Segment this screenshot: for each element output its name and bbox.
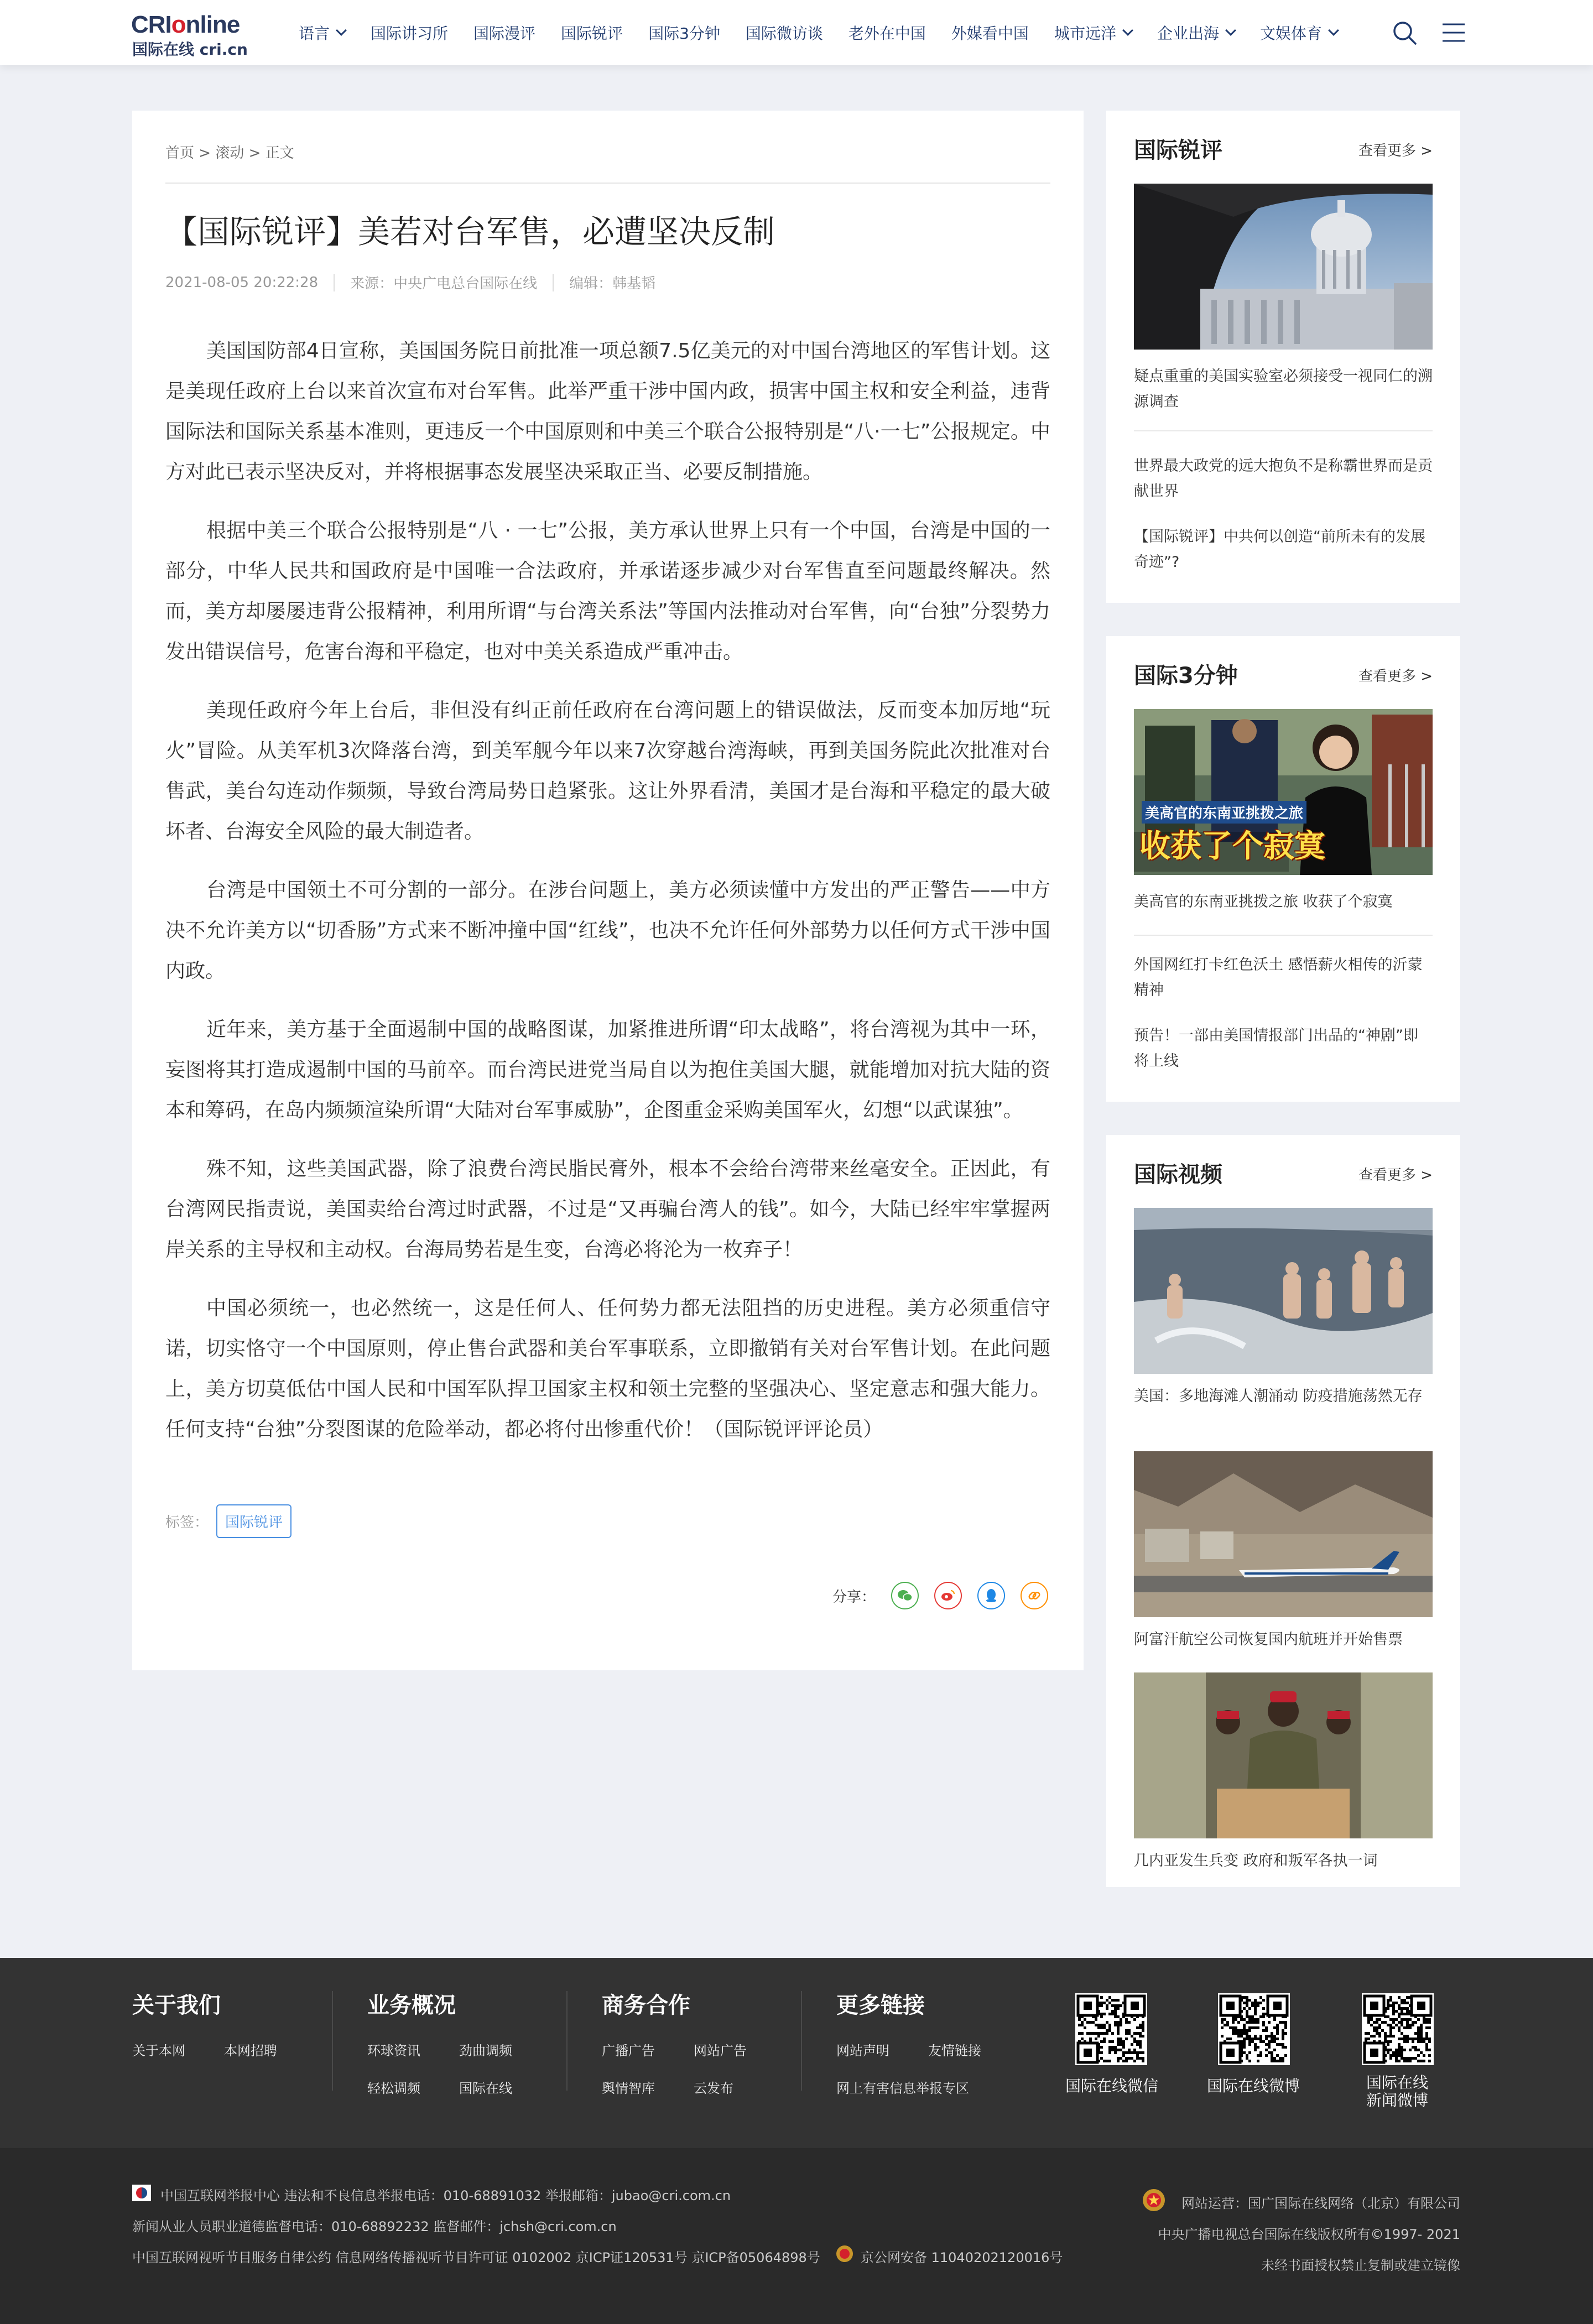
weibo-icon[interactable] <box>934 1582 962 1609</box>
breadcrumb-scroll[interactable]: 滚动 <box>215 145 244 161</box>
report-info: 中国互联网举报中心 违法和不良信息举报电话：010-68891032 举报邮箱：jubao@cri.com.cn <box>160 2188 731 2203</box>
footer-link[interactable]: 劲曲调频 <box>459 2043 512 2059</box>
footer-link[interactable]: 舆情智库 <box>602 2081 655 2096</box>
qq-icon[interactable] <box>977 1582 1005 1609</box>
article-card <box>132 111 1084 1670</box>
sidebar-link[interactable]: 【国际锐评】中共何以创造“前所未有的发展奇迹”? <box>1134 528 1425 571</box>
view-more-link[interactable]: 查看更多 > <box>1358 1167 1433 1184</box>
tag-guoji-ruiping[interactable]: 国际锐评 <box>216 1504 291 1538</box>
footer-link[interactable]: 网站广告 <box>694 2043 747 2059</box>
nav-item[interactable] <box>371 22 448 44</box>
breadcrumb-separator: > <box>248 145 261 161</box>
nav-item-label: 国际锐评 <box>561 24 623 43</box>
footer-link[interactable]: 友情链接 <box>928 2043 981 2059</box>
nav-item-label: 国际微访谈 <box>745 24 823 43</box>
operator-emblem-icon <box>1142 2188 1166 2212</box>
report-center-icon[interactable] <box>132 2185 151 2201</box>
nav-item-label: 国际漫评 <box>473 24 536 43</box>
article-meta <box>165 272 655 293</box>
thumbnail-caption-small: 美高官的东南亚挑拨之旅 <box>1142 801 1306 824</box>
operator-info: 网站运营：国广国际在线网络（北京）有限公司 <box>1181 2196 1460 2211</box>
sidebar-video <box>1106 1135 1460 1887</box>
qr-label-line: 国际在线 <box>1366 2073 1428 2092</box>
tags-label: 标签： <box>165 1514 209 1531</box>
footer-link[interactable]: 网上有害信息举报专区 <box>836 2081 969 2096</box>
main-nav <box>299 0 1363 65</box>
qr-label <box>1347 2074 1447 2109</box>
sidebar-header <box>1134 133 1433 163</box>
footer-divider <box>566 1991 568 2091</box>
sidebar-divider <box>1134 430 1433 431</box>
footer-col-more <box>836 1988 981 2096</box>
breadcrumb-separator: > <box>199 145 211 161</box>
article-paragraph: 殊不知，这些美国武器，除了浪费台湾民脂民膏外，根本不会给台湾带来丝毫安全。正因此，有台湾网民指责说，美国卖给台湾过时武器，不过是“又再骗台湾人的钱”。如今，大陆已经牢牢掌握两岸关系的主导权和主动权。台海局势若是生变，台湾必将沦为一枚弃子！ <box>165 1158 1050 1261</box>
mirror-notice: 未经书面授权禁止复制或建立镜像 <box>1261 2258 1460 2273</box>
sidebar-divider <box>1134 935 1433 936</box>
sidebar-ruiping <box>1106 111 1460 603</box>
sidebar-header <box>1134 658 1433 688</box>
chevron-down-icon <box>1328 25 1339 36</box>
sidebar-link[interactable]: 几内亚发生兵变 政府和叛军各执一词 <box>1134 1852 1378 1869</box>
article-paragraph: 近年来，美方基于全面遏制中国的战略图谋，加紧推进所谓“印太战略”，将台湾视为其中一环，妄图将其打造成遏制中国的马前卒。而台湾民进党当局自以为抱住美国大腿，就能增加对抗大陆的资本和筹码，在岛内频频渲染所谓“大陆对台军事威胁”，企图重金采购美国军火，幻想“以武谋独”。 <box>165 1018 1050 1122</box>
qr-code-wechat <box>1075 1993 1147 2065</box>
footer-link[interactable]: 广播广告 <box>602 2043 655 2059</box>
sidebar-link[interactable]: 美高官的东南亚挑拨之旅 收获了个寂寞 <box>1134 893 1393 910</box>
sidebar-title: 国际锐评 <box>1134 138 1222 163</box>
sidebar-3min <box>1106 636 1460 1102</box>
nav-item[interactable] <box>1157 22 1235 44</box>
meta-divider <box>553 274 554 291</box>
license-info: 中国互联网视听节目服务自律公约 信息网络传播视听节目许可证 0102002 京ICP证120531号 京ICP备05064898号 <box>132 2250 820 2265</box>
qr-label: 国际在线微信 <box>1065 2077 1158 2095</box>
nav-item-label: 国际讲习所 <box>371 24 449 43</box>
publish-date: 2021-08-05 20:22:28 <box>165 274 319 291</box>
footer-col-business <box>367 1988 512 2096</box>
police-badge-icon <box>835 2244 854 2263</box>
qr-code-weibo <box>1218 1993 1290 2065</box>
article-body <box>165 331 1050 1468</box>
sidebar-thumbnail-capitol[interactable] <box>1134 184 1433 350</box>
footer-links <box>0 1958 1593 2148</box>
logo-wordmark: CRIonline <box>131 11 240 38</box>
breadcrumb-home[interactable]: 首页 <box>165 145 195 161</box>
qr-label: 国际在线微博 <box>1206 2077 1300 2095</box>
footer-link[interactable]: 轻松调频 <box>367 2081 420 2096</box>
article-paragraph: 台湾是中国领土不可分割的一部分。在涉台问题上，美方必须读懂中方发出的严正警告——中方决不允许美方以“切香肠”方式来不断冲撞中国“红线”，也决不允许任何外部势力以任何方式干涉中国内政。 <box>165 879 1050 982</box>
link-icon[interactable] <box>1021 1582 1048 1609</box>
article-paragraph: 中国必须统一，也必然统一，这是任何人、任何势力都无法阻挡的历史进程。美方必须重信守诺，切实恪守一个中国原则，停止售台武器和美台军事联系，立即撤销有关对台军售计划。在此问题上，美方切莫低估中国人民和中国军队捍卫国家主权和领土完整的坚强决心、坚定意志和强大能力。任何支持“台独”分裂图谋的危险举动，都必将付出惨重代价！（国际锐评评论员） <box>165 1297 1050 1441</box>
nav-item-label: 老外在中国 <box>848 24 926 43</box>
share-label: 分享： <box>832 1588 876 1606</box>
nav-item-label: 外媒看中国 <box>951 24 1029 43</box>
logo-subtitle: 国际在线 cri.cn <box>132 40 248 59</box>
menu-icon[interactable] <box>1441 20 1466 45</box>
video-thumbnail-guinea[interactable] <box>1134 1672 1433 1838</box>
article-paragraph: 美现任政府今年上台后，非但没有纠正前任政府在台湾问题上的错误做法，反而变本加厉地“玩火”冒险。从美军机3次降落台湾，到美军舰今年以来7次穿越台湾海峡，再到美国务院此次批准对台售武，美台勾连动作频频，导致台湾局势日趋紧张。这让外界看清，美国才是台海和平稳定的最大破坏者、台海安全风险的最大制造者。 <box>165 699 1050 843</box>
meta-divider <box>334 274 335 291</box>
copyright-info: 中央广播电视总台国际在线版权所有©1997- 2021 <box>1158 2227 1460 2242</box>
footer-link[interactable]: 关于本网 <box>132 2043 185 2059</box>
nav-item[interactable] <box>746 22 823 44</box>
sidebar-thumbnail-3min[interactable] <box>1134 709 1433 875</box>
footer-heading: 商务合作 <box>602 1993 690 2018</box>
view-more-link[interactable]: 查看更多 > <box>1358 668 1433 685</box>
article-source: 来源：中央广电总台国际在线 <box>350 275 538 292</box>
article-paragraph: 根据中美三个联合公报特别是“八 · 一七”公报，美方承认世界上只有一个中国，台湾是中国的一部分，中华人民共和国政府是中国唯一合法政府，并承诺逐步减少对台军售直至问题最终解决。然而，美方却屡屡违背公报精神，利用所谓“与台湾关系法”等国内法推动对台军售，向“台独”分裂势力发出错误信号，危害台海和平稳定，也对中美关系造成严重冲击。 <box>165 519 1050 663</box>
nav-item[interactable] <box>1260 22 1337 44</box>
sidebar-link[interactable]: 疑点重重的美国实验室必须接受一视同仁的溯源调查 <box>1134 368 1433 410</box>
footer-legal <box>0 2148 1593 2324</box>
footer-divider <box>332 1991 333 2091</box>
footer-link[interactable]: 环球资讯 <box>367 2043 420 2059</box>
footer-link[interactable]: 云发布 <box>694 2081 733 2096</box>
article-tags <box>165 1504 291 1538</box>
nav-item[interactable] <box>848 22 926 44</box>
site-header <box>0 0 1593 65</box>
wechat-icon[interactable] <box>891 1582 919 1609</box>
thumbnail-caption-big: 收获了个寂寞 <box>1139 828 1325 864</box>
sidebar-link[interactable]: 外国网红打卡红色沃土 感悟薪火相传的沂蒙精神 <box>1134 956 1423 999</box>
nav-item[interactable] <box>951 22 1029 44</box>
nav-item-label: 文娱体育 <box>1259 24 1322 43</box>
nav-item[interactable] <box>299 22 345 44</box>
sidebar-link[interactable]: 阿富汗航空公司恢复国内航班并开始售票 <box>1134 1631 1403 1648</box>
share-bar <box>832 1582 1048 1609</box>
article-paragraph: 美国国防部4日宣称，美国国务院日前批准一项总额7.5亿美元的对中国台湾地区的军售计划。这是美现任政府上台以来首次宣布对台军售。此举严重干涉中国内政，损害中国主权和安全利益，违背国际法和国际关系基本准则，更违反一个中国原则和中美三个联合公报特别是“八·一七”公报规定。中方对此已表示坚决反对，并将根据事态发展坚决采取正当、必要反制措施。 <box>165 340 1050 483</box>
sidebar-title: 国际3分钟 <box>1134 663 1238 689</box>
video-thumbnail-airport[interactable] <box>1134 1451 1433 1617</box>
footer-col-commerce <box>602 1988 747 2096</box>
qr-label-line: 新闻微博 <box>1366 2091 1428 2109</box>
footer-link[interactable]: 本网招聘 <box>224 2043 277 2059</box>
nav-item-label: 企业出海 <box>1157 24 1219 43</box>
breadcrumb <box>165 142 294 162</box>
nav-item[interactable] <box>648 22 720 44</box>
ethics-info: 新闻从业人员职业道德监督电话：010-68892232 监督邮件：jchsh@cri.com.cn <box>132 2219 617 2234</box>
footer-col-about <box>132 1988 277 2059</box>
nav-item[interactable] <box>1054 22 1132 44</box>
footer-heading: 更多链接 <box>836 1993 925 2018</box>
site-logo[interactable] <box>131 11 248 59</box>
public-security-info: 京公网安备 11040202120016号 <box>861 2250 1063 2265</box>
chevron-down-icon <box>1225 25 1236 36</box>
article-editor: 编辑：韩基韬 <box>569 275 656 292</box>
footer-link[interactable]: 国际在线 <box>459 2081 512 2096</box>
footer-heading: 业务概况 <box>367 1993 456 2018</box>
nav-item-label: 语言 <box>299 24 330 43</box>
breadcrumb-divider <box>165 183 1050 184</box>
nav-item[interactable] <box>561 22 623 44</box>
article-title: 【国际锐评】美若对台军售，必遭坚决反制 <box>165 213 775 251</box>
sidebar-link[interactable]: 世界最大政党的远大抱负不是称霸世界而是贡献世界 <box>1134 457 1433 500</box>
view-more-link[interactable]: 查看更多 > <box>1358 143 1433 159</box>
nav-item-label: 城市远洋 <box>1054 24 1116 43</box>
qr-code-news-weibo <box>1362 1993 1434 2065</box>
chevron-down-icon <box>1122 25 1133 36</box>
sidebar-link[interactable]: 预告！一部由美国情报部门出品的“神剧”即将上线 <box>1134 1027 1418 1070</box>
sidebar-link[interactable]: 美国：多地海滩人潮涌动 防疫措施荡然无存 <box>1134 1388 1423 1405</box>
nav-item[interactable] <box>473 22 535 44</box>
sidebar-title: 国际视频 <box>1134 1162 1222 1187</box>
footer-link[interactable]: 网站声明 <box>836 2043 889 2059</box>
video-thumbnail-beach[interactable] <box>1134 1208 1433 1374</box>
breadcrumb-current: 正文 <box>265 145 294 161</box>
footer-heading: 关于我们 <box>132 1993 221 2018</box>
search-icon[interactable] <box>1392 20 1417 45</box>
footer-divider <box>801 1991 802 2091</box>
nav-item-label: 国际3分钟 <box>648 24 720 43</box>
sidebar-header <box>1134 1157 1433 1187</box>
chevron-down-icon <box>336 25 347 36</box>
